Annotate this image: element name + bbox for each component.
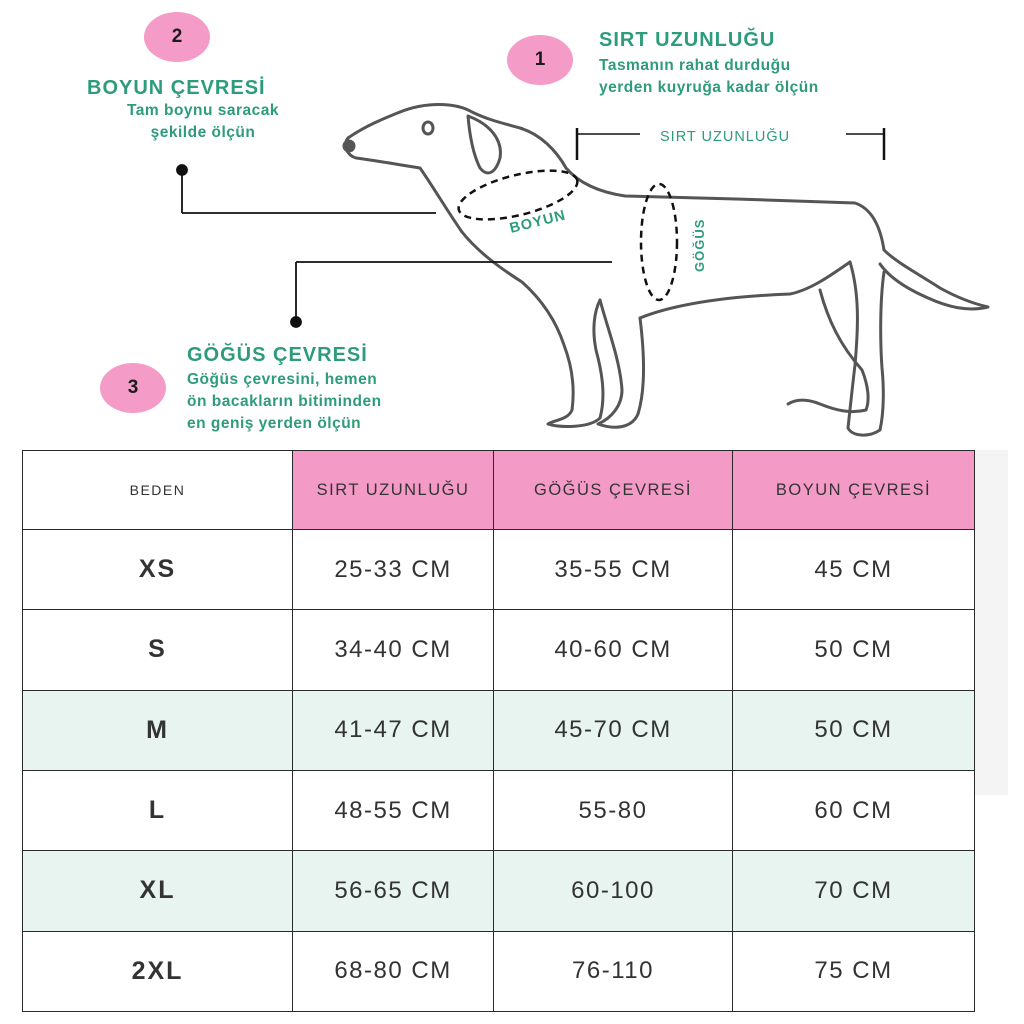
neck-leader-line (177, 165, 436, 213)
size-cell: XL (23, 851, 293, 931)
step-3-badge: 3 (100, 363, 166, 413)
size-cell: XS (23, 530, 293, 610)
size-cell: M (23, 690, 293, 770)
chest-cell: 60-100 (494, 851, 733, 931)
chest-cell: 55-80 (494, 770, 733, 850)
size-cell: S (23, 610, 293, 690)
chest-cell: 40-60 CM (494, 610, 733, 690)
back-length-cell: 56-65 CM (293, 851, 494, 931)
step-1-line: Tasmanın rahat durduğu (599, 57, 791, 74)
table-row (23, 770, 975, 850)
dog-outline (344, 105, 988, 436)
table-row (23, 530, 975, 610)
table-row (23, 931, 975, 1011)
step-2-badge: 2 (144, 12, 210, 62)
header-back-length: SIRT UZUNLUĞU (293, 451, 494, 530)
background-strip (974, 450, 1008, 795)
header-neck: BOYUN ÇEVRESİ (733, 451, 975, 530)
step-1-title: SIRT UZUNLUĞU (599, 29, 776, 51)
size-cell: L (23, 770, 293, 850)
chest-cell: 76-110 (494, 931, 733, 1011)
neck-label: BOYUN (508, 207, 568, 237)
step-1-line: yerden kuyruğa kadar ölçün (599, 79, 819, 96)
header-chest: GÖĞÜS ÇEVRESİ (494, 451, 733, 530)
back-length-cell: 48-55 CM (293, 770, 494, 850)
step-3-title: GÖĞÜS ÇEVRESİ (187, 344, 368, 366)
chest-label: GÖĞÜS (692, 218, 707, 272)
size-cell: 2XL (23, 931, 293, 1011)
neck-cell: 70 CM (733, 851, 975, 931)
step-2-line: şekilde ölçün (150, 124, 256, 141)
header-size: BEDEN (23, 451, 293, 530)
size-chart-table (22, 450, 975, 1012)
neck-cell: 50 CM (733, 690, 975, 770)
dog-diagram (0, 0, 1024, 450)
step-1-badge: 1 (507, 35, 573, 85)
table-row (23, 851, 975, 931)
neck-cell: 50 CM (733, 610, 975, 690)
neck-cell: 75 CM (733, 931, 975, 1011)
table-header-row (23, 451, 975, 530)
chest-measure-ring (641, 184, 677, 300)
back-length-cell: 68-80 CM (293, 931, 494, 1011)
step-2-title: BOYUN ÇEVRESİ (87, 77, 266, 99)
table-row (23, 610, 975, 690)
table-row (23, 690, 975, 770)
chest-leader-line (291, 262, 612, 327)
step-3-line: Göğüs çevresini, hemen (187, 371, 378, 388)
step-2-line: Tam boynu saracak (126, 102, 280, 119)
step-3-line: ön bacakların bitiminden (187, 393, 382, 410)
neck-cell: 45 CM (733, 530, 975, 610)
back-length-cell: 41-47 CM (293, 690, 494, 770)
back-length-label: SIRT UZUNLUĞU (660, 129, 791, 145)
back-length-cell: 25-33 CM (293, 530, 494, 610)
chest-cell: 35-55 CM (494, 530, 733, 610)
back-length-cell: 34-40 CM (293, 610, 494, 690)
chest-cell: 45-70 CM (494, 690, 733, 770)
neck-cell: 60 CM (733, 770, 975, 850)
step-3-line: en geniş yerden ölçün (187, 415, 362, 432)
